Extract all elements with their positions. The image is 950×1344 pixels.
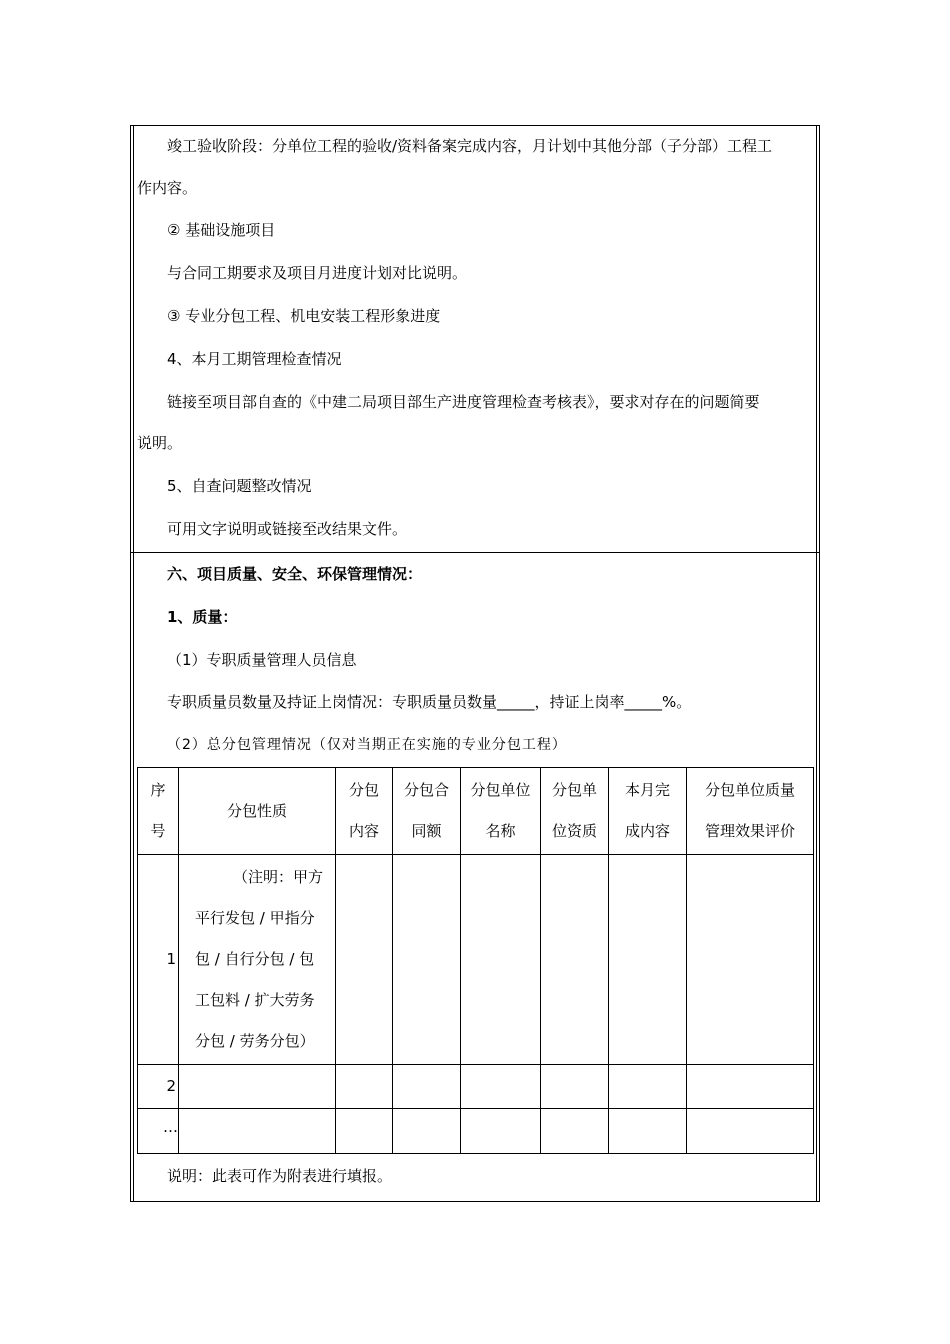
row-seq: 1 [138,855,179,1065]
table-cell[interactable] [687,1109,814,1154]
table-cell[interactable] [609,1065,687,1109]
section-divider [131,552,819,553]
table-cell[interactable] [687,1065,814,1109]
table-cell[interactable] [609,1109,687,1154]
table-cell[interactable] [336,1109,393,1154]
table-row [138,1065,814,1109]
table-cell[interactable] [541,1065,609,1109]
table-header-row [138,768,814,855]
table-cell[interactable] [461,855,541,1065]
rectification-heading: 5、自查问题整改情况 [167,477,312,495]
specialty-heading: ③ 专业分包工程、机电安装工程形象进度 [167,307,441,325]
quality-staff-heading: （1）专职质量管理人员信息 [167,651,357,669]
table-cell[interactable] [687,855,814,1065]
table-row [138,855,814,1065]
subcontract-heading: （2）总分包管理情况（仅对当期正在实施的专业分包工程） [167,737,567,753]
table-cell[interactable] [393,855,461,1065]
schedule-check-text-line1: 链接至项目部自查的《中建二局项目部生产进度管理检查考核表》，要求对存在的问题简要 [167,393,760,411]
table-cell[interactable] [541,1109,609,1154]
subcontract-table [137,767,814,1154]
table-cell[interactable] [461,1065,541,1109]
header-unit-name: 分包单位 名称 [461,768,541,855]
section-six-title: 六、项目质量、安全、环保管理情况： [167,565,423,583]
table-cell[interactable] [336,855,393,1065]
row-seq: … [138,1109,179,1154]
table-cell[interactable] [609,855,687,1065]
table-cell[interactable] [393,1065,461,1109]
table-footnote: 说明：此表可作为附表进行填报。 [167,1167,393,1185]
rectification-text: 可用文字说明或链接至改结果文件。 [167,520,408,538]
table-cell[interactable] [461,1109,541,1154]
table-cell[interactable] [393,1109,461,1154]
completion-stage-text-line1: 竣工验收阶段：分单位工程的验收/资料备案完成内容，月计划中其他分部（子分部）工程工 [167,137,773,155]
quality-heading: 1、质量： [167,608,238,626]
table-cell[interactable] [336,1065,393,1109]
header-monthly-content: 本月完 成内容 [609,768,687,855]
header-content: 分包 内容 [336,768,393,855]
table-cell[interactable] [179,1109,336,1154]
table-cell[interactable] [179,1065,336,1109]
schedule-check-heading: 4、本月工期管理检查情况 [167,350,342,368]
table-cell[interactable] [541,855,609,1065]
schedule-check-text-line2: 说明。 [137,434,183,452]
quality-staff-info: 专职质量员数量及持证上岗情况：专职质量员数量_____，持证上岗率_____%。 [167,693,692,711]
header-unit-qualification: 分包单 位资质 [541,768,609,855]
header-contract-amount: 分包合 同额 [393,768,461,855]
header-quality-evaluation: 分包单位质量 管理效果评价 [687,768,814,855]
header-nature: 分包性质 [179,768,336,855]
infrastructure-text: 与合同工期要求及项目月进度计划对比说明。 [167,264,468,282]
header-seq: 序 号 [138,768,179,855]
row-seq: 2 [138,1065,179,1109]
infrastructure-heading: ② 基础设施项目 [167,221,276,239]
completion-stage-text-line2: 作内容。 [137,179,198,197]
nature-note[interactable]: （注明：甲方 平行发包 / 甲指分 包 / 自行分包 / 包 工包料 / 扩大劳务 分包 / 劳务分包） [179,855,336,1065]
table-row [138,1109,814,1154]
